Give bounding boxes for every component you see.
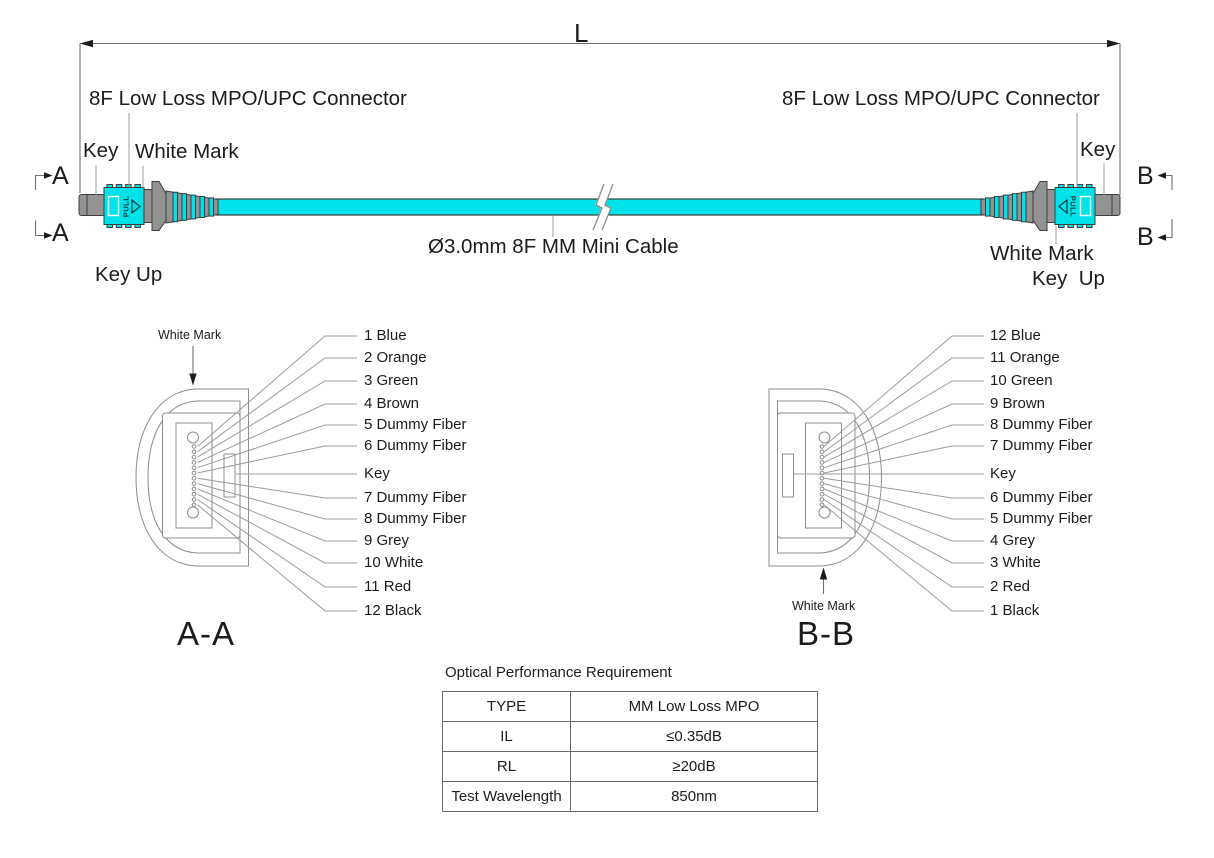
pin-label: 8 Dummy Fiber — [364, 510, 467, 527]
fiber-dot — [192, 482, 196, 486]
pin-label: Key — [364, 465, 390, 482]
face-b-title: B-B — [797, 615, 856, 652]
pin-label: 6 Dummy Fiber — [990, 489, 1093, 506]
fiber-dot — [820, 445, 824, 449]
left-white-mark-label: White Mark — [135, 140, 239, 163]
key-slot — [224, 454, 235, 497]
fiber-dot — [820, 503, 824, 507]
section-letter-a-bottom: A — [52, 219, 69, 247]
section-letter-b-bottom: B — [1137, 223, 1154, 251]
pin-label: 7 Dummy Fiber — [990, 437, 1093, 454]
pin-label: 8 Dummy Fiber — [990, 416, 1093, 433]
right-connector-label: 8F Low Loss MPO/UPC Connector — [782, 87, 1100, 110]
table-row — [443, 692, 818, 722]
fiber-dot — [820, 455, 824, 459]
fiber-dot — [192, 455, 196, 459]
right-key-label: Key — [1080, 138, 1116, 161]
table-cell: ≥20dB — [571, 752, 818, 782]
pin-label: 10 Green — [990, 372, 1053, 389]
pin-label: 12 Black — [364, 602, 422, 619]
right-white-mark-label: White Mark — [990, 242, 1094, 265]
pin-label: 12 Blue — [990, 327, 1041, 344]
table-cell: Test Wavelength — [443, 782, 571, 812]
fiber-dot — [820, 477, 824, 481]
face-view-b-drawing — [769, 389, 882, 566]
right-connector-drawing — [981, 182, 1120, 231]
face-a-white-mark-label: White Mark — [158, 328, 222, 342]
table-row — [443, 752, 818, 782]
pin-label: 2 Orange — [364, 349, 427, 366]
pin-leader-lines — [192, 336, 984, 611]
fiber-dot — [192, 487, 196, 491]
fiber-dot — [192, 466, 196, 470]
fiber-dot — [820, 466, 824, 470]
fiber-dot — [192, 498, 196, 502]
fiber-dot — [192, 445, 196, 449]
right-key-up-label: Key Up — [1032, 267, 1105, 290]
cable-label: Ø3.0mm 8F MM Mini Cable — [428, 235, 679, 258]
pin-label: 5 Dummy Fiber — [990, 510, 1093, 527]
pin-label: 3 White — [990, 554, 1041, 571]
dimension-label: L — [574, 18, 589, 48]
table-cell: ≤0.35dB — [571, 722, 818, 752]
pin-label: 9 Grey — [364, 532, 410, 549]
table-title: Optical Performance Requirement — [445, 664, 672, 681]
fiber-dot — [820, 498, 824, 502]
pin-label: 4 Grey — [990, 532, 1036, 549]
table-row — [443, 722, 818, 752]
arrowhead-left — [80, 40, 93, 48]
pin-label: Key — [990, 465, 1016, 482]
pin-label: 9 Brown — [990, 395, 1046, 412]
table-cell: MM Low Loss MPO — [571, 692, 818, 722]
fiber-dot — [820, 492, 824, 496]
table-cell: IL — [443, 722, 571, 752]
face-a-title: A-A — [177, 615, 236, 652]
pin-label: 10 White — [364, 554, 424, 571]
pin-label: 11 Orange — [990, 349, 1060, 366]
fiber-dot — [192, 461, 196, 465]
pin-label: 1 Blue — [364, 327, 407, 344]
table-cell: RL — [443, 752, 571, 782]
dimension-line-L — [80, 40, 1120, 195]
pin-label: 4 Brown — [364, 395, 420, 412]
fiber-dot — [192, 477, 196, 481]
left-key-label: Key — [83, 139, 119, 162]
arrowhead-right — [1107, 40, 1120, 48]
table-cell: 850nm — [571, 782, 818, 812]
fiber-dot — [192, 471, 196, 475]
fiber-dot — [820, 450, 824, 454]
pin-label: 7 Dummy Fiber — [364, 489, 467, 506]
performance-table — [442, 691, 818, 812]
fiber-dot — [820, 461, 824, 465]
pin-label: 1 Black — [990, 602, 1040, 619]
section-letter-a-top: A — [52, 162, 69, 190]
left-connector-drawing — [79, 182, 218, 231]
pin-label: 2 Red — [990, 578, 1031, 595]
fiber-dot — [192, 503, 196, 507]
fiber-dot — [192, 450, 196, 454]
face-b-white-mark-label: White Mark — [792, 599, 856, 613]
left-connector-label: 8F Low Loss MPO/UPC Connector — [89, 87, 407, 110]
table-row — [443, 782, 818, 812]
pull-marking-right: PULL — [1068, 195, 1078, 218]
pin-label: 3 Green — [364, 372, 419, 389]
white-mark-arrows — [189, 346, 827, 594]
pin-label: 11 Red — [364, 578, 412, 595]
pin-label: 6 Dummy Fiber — [364, 437, 467, 454]
section-letter-b-top: B — [1137, 162, 1154, 190]
fiber-dot — [192, 492, 196, 496]
pull-marking-left: PULL — [121, 195, 131, 218]
fiber-dot — [820, 487, 824, 491]
table-cell: TYPE — [443, 692, 571, 722]
pin-label: 5 Dummy Fiber — [364, 416, 467, 433]
fiber-dot — [820, 482, 824, 486]
left-key-up-label: Key Up — [95, 263, 163, 286]
